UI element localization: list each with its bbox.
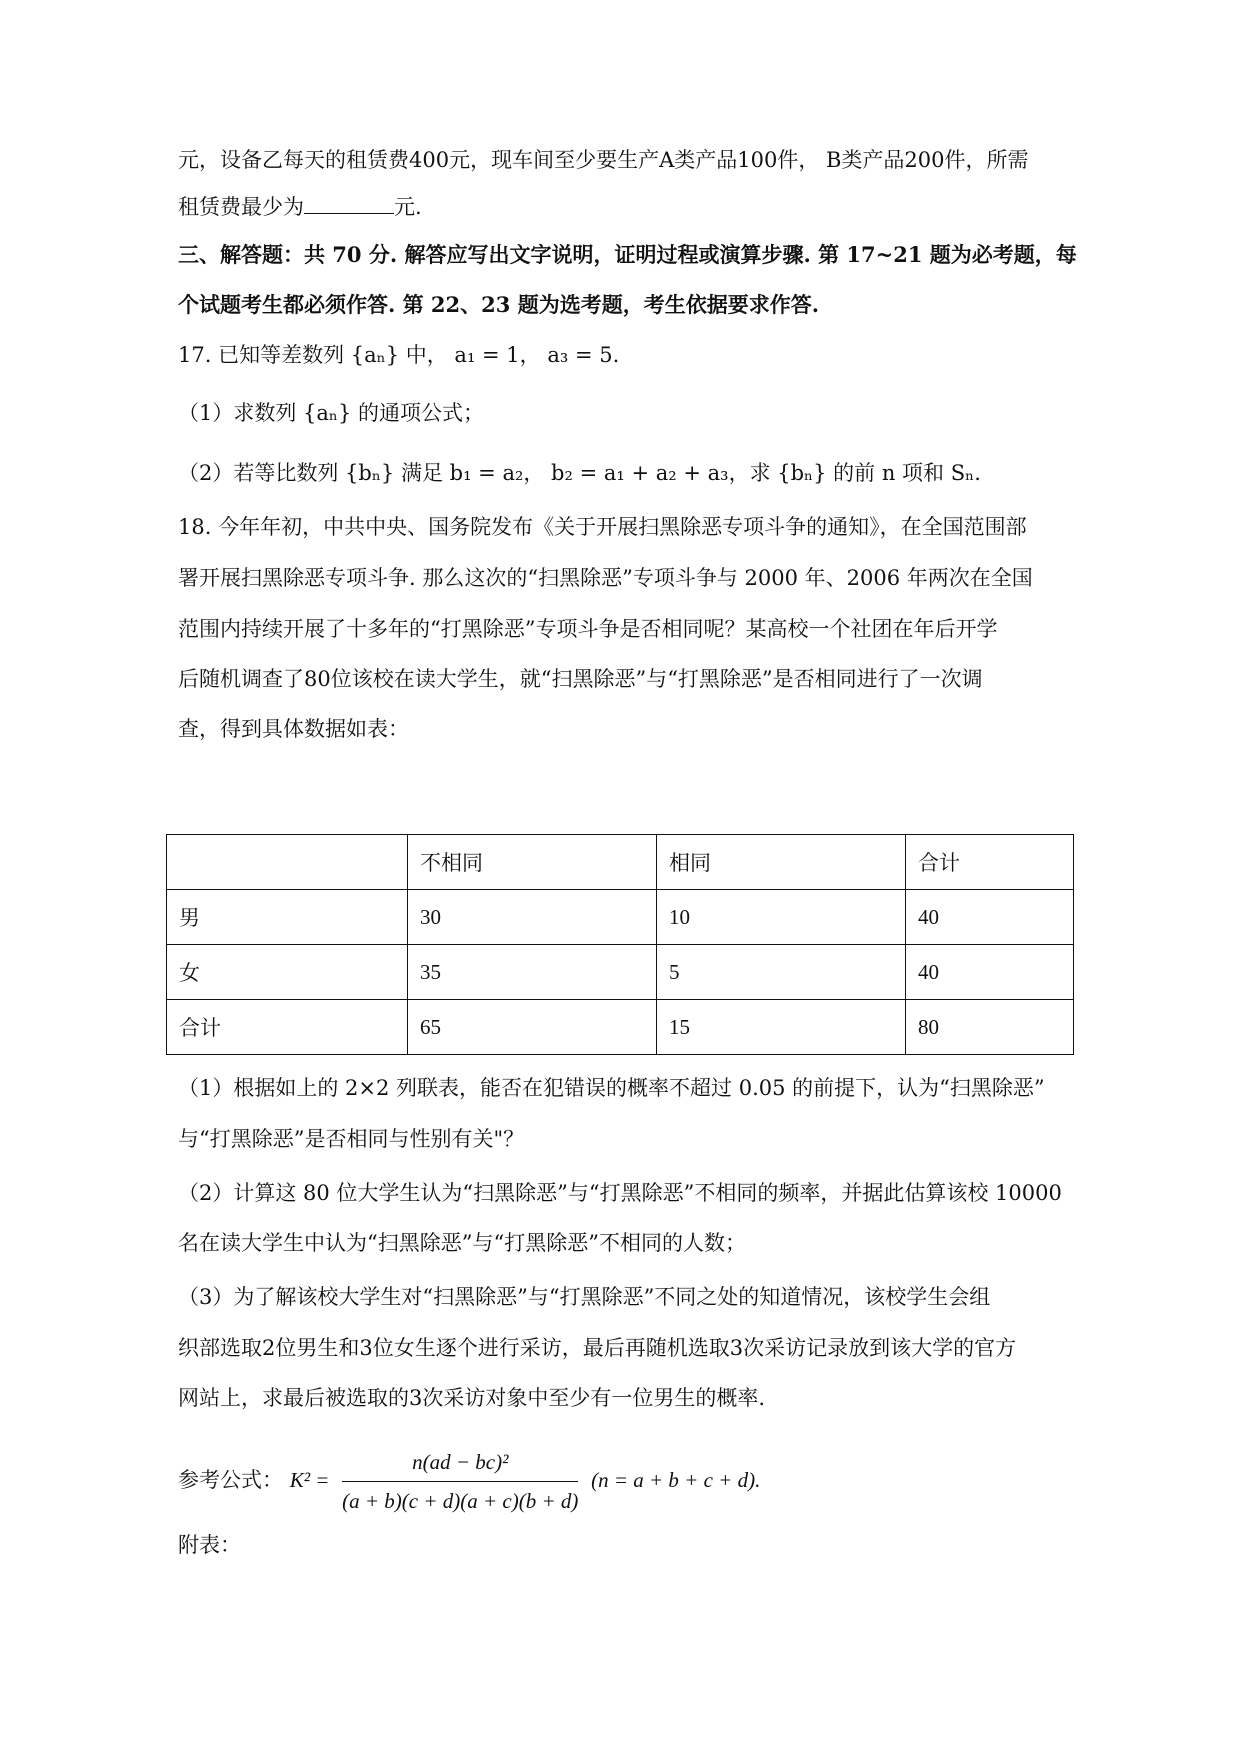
contingency-table [166,834,1074,1055]
table-cell: 男 [167,890,408,945]
formula-numerator: n(ad − bc)² [342,1445,578,1482]
table-cell: 15 [657,1000,906,1055]
table-cell: 10 [657,890,906,945]
fill-blank-line [178,192,422,222]
section-heading: 三、解答题：共 70 分. 解答应写出文字说明，证明过程或演算步骤. 第 17~21 题为必考题，每 [178,242,1077,267]
table-cell [167,835,408,890]
appendix-label: 附表： [178,1533,241,1557]
text-fragment: 租赁费最少为 [178,195,304,219]
table-cell: 80 [906,1000,1074,1055]
question-18-part1: （1）根据如上的 2×2 列联表，能否在犯错误的概率不超过 0.05 的前提下，认为“扫黑除恶” [178,1076,1045,1100]
formula-fraction [342,1445,578,1518]
answer-blank [304,193,394,214]
question-18-part3-cont: 网站上，求最后被选取的3次采访对象中至少有一位男生的概率. [178,1386,766,1410]
formula-condition: (n = a + b + c + d). [591,1468,761,1492]
table-cell: 30 [408,890,657,945]
question-18-part2: （2）计算这 80 位大学生认为“扫黑除恶”与“打黑除恶”不相同的频率，并据此估算该校 10000 [178,1181,1062,1205]
table-cell: 40 [906,945,1074,1000]
table-cell: 40 [906,890,1074,945]
table-cell: 35 [408,945,657,1000]
formula-lhs: K² = [289,1468,330,1492]
reference-formula [178,1445,760,1518]
question-18-part3: （3）为了解该校大学生对“扫黑除恶”与“打黑除恶”不同之处的知道情况，该校学生会组 [178,1285,991,1309]
table-cell: 不相同 [408,835,657,890]
table-cell: 合计 [906,835,1074,890]
question-17-part1: （1）求数列 {aₙ} 的通项公式； [178,401,485,425]
table-row [167,1000,1074,1055]
text-line: 元，设备乙每天的租赁费400元，现车间至少要生产A类产品100件， B类产品200件，所需 [178,148,1029,172]
question-18-text: 署开展扫黑除恶专项斗争. 那么这次的“扫黑除恶”专项斗争与 2000 年、2006 年两次在全国 [178,566,1033,590]
question-18-part3-cont: 织部选取2位男生和3位女生逐个进行采访，最后再随机选取3次采访记录放到该大学的官方 [178,1336,1017,1360]
formula-denominator: (a + b)(c + d)(a + c)(b + d) [342,1489,579,1513]
table-row [167,945,1074,1000]
question-18-part1-cont: 与“打黑除恶”是否相同与性别有关"？ [178,1127,525,1151]
table-cell: 合计 [167,1000,408,1055]
table-header-row [167,835,1074,890]
question-17-part2: （2）若等比数列 {bₙ} 满足 b₁ = a₂， b₂ = a₁ + a₂ + a₃，求 {bₙ} 的前 n 项和 Sₙ. [178,461,981,485]
question-18-text: 范围内持续开展了十多年的“打黑除恶”专项斗争是否相同呢？某高校一个社团在年后开学 [178,617,998,641]
table-cell: 相同 [657,835,906,890]
question-18: 18. 今年年初，中共中央、国务院发布《关于开展扫黑除恶专项斗争的通知》，在全国范围部 [178,515,1027,539]
question-18-text: 后随机调查了80位该校在读大学生，就“扫黑除恶”与“打黑除恶”是否相同进行了一次调 [178,667,983,691]
text-fragment: 元. [394,195,422,219]
formula-label: 参考公式： [178,1468,283,1492]
question-18-text: 查，得到具体数据如表： [178,717,409,741]
table-cell: 65 [408,1000,657,1055]
table-row [167,890,1074,945]
section-heading-cont: 个试题考生都必须作答. 第 22、23 题为选考题，考生依据要求作答. [178,292,820,317]
question-18-part2-cont: 名在读大学生中认为“扫黑除恶”与“打黑除恶”不相同的人数； [178,1231,746,1255]
table-cell: 5 [657,945,906,1000]
question-17: 17. 已知等差数列 {aₙ} 中， a₁ = 1， a₃ = 5. [178,343,620,367]
table-cell: 女 [167,945,408,1000]
